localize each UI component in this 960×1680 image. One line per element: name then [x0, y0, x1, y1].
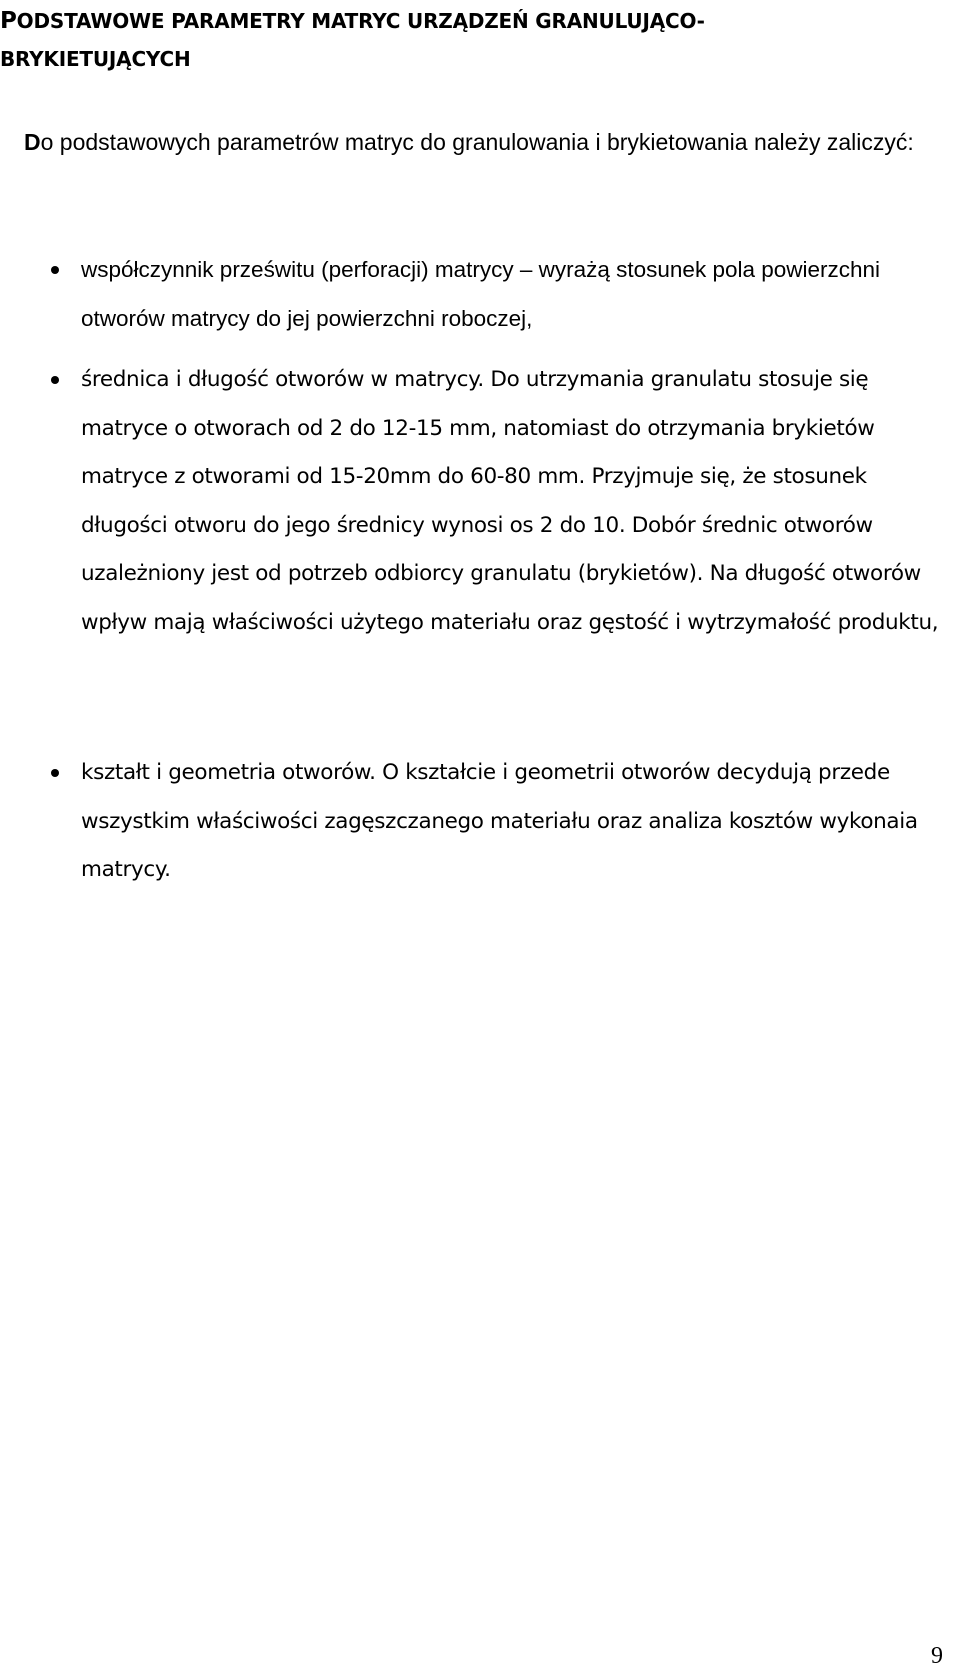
- title-initial: P: [0, 8, 17, 34]
- page-number: 9: [931, 1643, 943, 1669]
- bullet-icon: [51, 769, 59, 777]
- list-item-text: średnica i długość otworów w matrycy. Do utrzymania granulatu stosuje się matryce o otworach od 2 do 12-15 mm, natomiast do otrzymania brykietów matryce z otworami od 15-20mm do 60-80 mm. Przyjmuje się, że stosunek długości otworu do jego średnicy wynosi os 2 do 10. Dobór średnic otworów uzależniony jest od potrzeb odbiorcy granulatu (brykietów). Na długość otworów wpływ mają właściwości użytego materiału oraz gęstość i wytrzymałość produktu,: [81, 367, 939, 635]
- intro-initial: D: [24, 129, 41, 155]
- section-title: [0, 2, 900, 78]
- intro-text: o podstawowych parametrów matryc do granulowania i brykietowania należy zaliczyć:: [40, 129, 914, 155]
- bullet-icon: [51, 376, 59, 384]
- list-item-text: kształt i geometria otworów. O kształcie i geometrii otworów decydują przede wszystkim właściwości zagęszczanego materiału oraz analiza kosztów wykonaia matrycy.: [81, 760, 918, 882]
- title-line-1: ODSTAWOWE PARAMETRY MATRYC URZĄDZEŃ GRANULUJĄCO-: [16, 9, 705, 33]
- title-line-2: BRYKIETUJĄCYCH: [0, 47, 191, 71]
- list-item-text: współczynnik prześwitu (perforacji) matrycy – wyrażą stosunek pola powierzchni otworów matrycy do jej powierzchni roboczej,: [81, 257, 881, 331]
- intro-paragraph: [24, 117, 924, 168]
- bullet-icon: [51, 266, 59, 274]
